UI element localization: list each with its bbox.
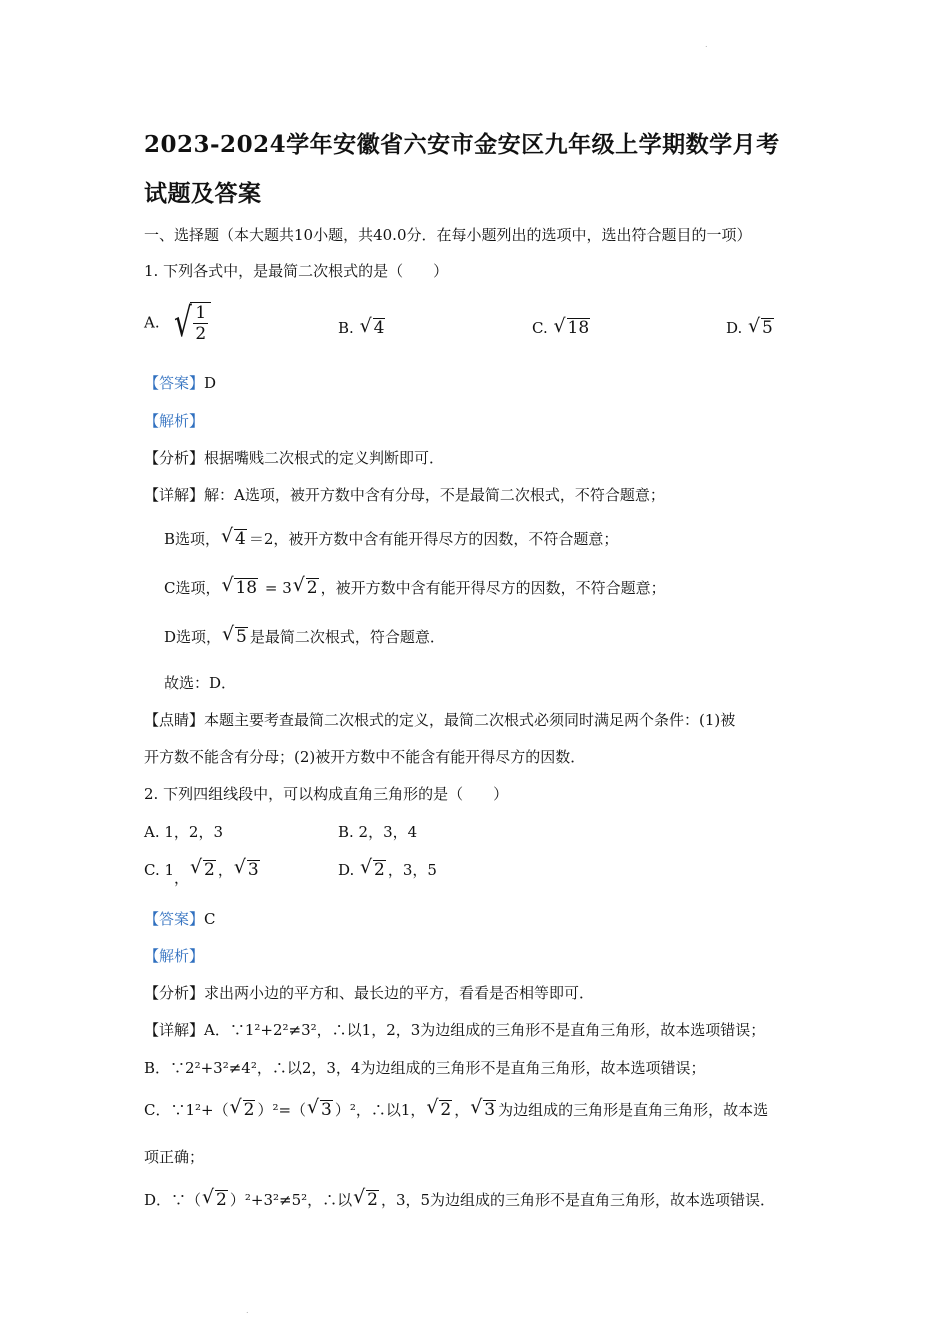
q1-guxuan: 故选：D．: [164, 674, 237, 692]
q2-detail-c-cont: 项正确；: [144, 1148, 205, 1166]
q2-fenxi: 【分析】求出两小边的平方和、最长边的平方，看看是否相等即可．: [144, 984, 595, 1002]
q1-answer: 【答案】D: [144, 374, 217, 392]
section-heading: 一、选择题（本大题共10小题，共40.0分．在每小题列出的选项中，选出符合题目的一项）: [144, 226, 752, 244]
footer-dot: .: [246, 1306, 249, 1315]
q2-detail-a: 【详解】A．∵1²+2²≠3²，∴以1，2，3为边组成的三角形不是直角三角形，故本选项错误；: [144, 1021, 766, 1039]
q1-dianjing: 【点睛】本题主要考查最简二次根式的定义，最简二次根式必须同时满足两个条件：(1)被: [144, 711, 736, 729]
q1-jiexi: 【解析】: [144, 412, 205, 430]
q1-dianjing-cont: 开方数不能含有分母；(2)被开方数中不能含有能开得尽方的因数．: [144, 748, 586, 766]
q1-stem: 1. 下列各式中，是最简二次根式的是（ ）: [144, 262, 449, 280]
q1-detail-c: C选项，√ 18 = 3√ 2 ，被开方数中含有能开得尽方的因数，不符合题意；: [164, 578, 666, 598]
q2-jiexi: 【解析】: [144, 947, 205, 965]
q1-option-d: D. √ 5: [726, 318, 776, 338]
q2-option-a: A. 1，2，3: [144, 823, 223, 841]
q1-option-a: A. √ $\frac{1}{2}$: [144, 302, 211, 344]
q2-detail-d: D．∵（√ 2 ）²+3²≠5²，∴以√ 2 ，3，5为边组成的三角形不是直角三角形，故本选项错误．: [144, 1190, 775, 1210]
q1-option-b: B. √ 4: [338, 318, 387, 338]
q1-detail-b: B选项，√ 4 ＝2，被开方数中含有能开得尽方的因数，不符合题意；: [164, 529, 618, 549]
q1-fenxi: 【分析】根据嘴贱二次根式的定义判断即可．: [144, 449, 445, 467]
q2-option-b: B. 2，3，4: [338, 823, 418, 841]
q2-detail-c: C．∵1²+（√ 2 ）²=（√ 3 ）²，∴以1，√ 2 ，√ 3 为边组成的三角形是直角三角形，故本选: [144, 1100, 768, 1120]
q2-answer: 【答案】C: [144, 910, 216, 928]
page-title-cont: 试题及答案: [144, 180, 262, 207]
page-title: 2023-2024学年安徽省六安市金安区九年级上学期数学月考: [144, 131, 780, 158]
q1-option-c: C. √ 18: [532, 318, 592, 338]
q1-xiangjie: 【详解】解：A选项，被开方数中含有分母，不是最简二次根式，不符合题意；: [144, 486, 665, 504]
q2-detail-b: B．∵2²+3²≠4²，∴以2，3，4为边组成的三角形不是直角三角形，故本选项错误；: [144, 1059, 706, 1077]
q2-option-c: C. 1，√ 2 ，√ 3: [144, 860, 262, 880]
q2-stem: 2. 下列四组线段中，可以构成直角三角形的是（ ）: [144, 785, 509, 803]
q2-option-d: D. √ 2 ，3，5: [338, 860, 437, 880]
q1-detail-d: D选项，√ 5 是最简二次根式，符合题意．: [164, 627, 445, 647]
header-dot: .: [705, 40, 708, 49]
